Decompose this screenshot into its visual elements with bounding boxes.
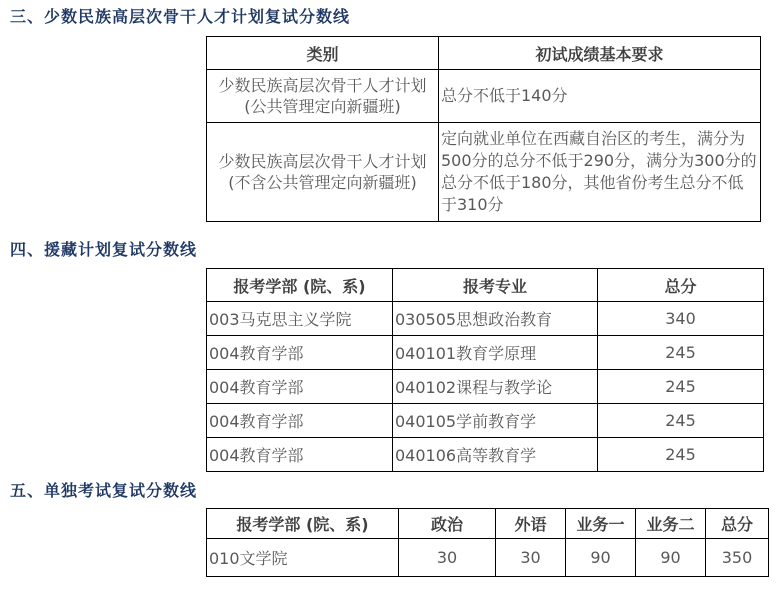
- department-cell: 004教育学部: [207, 336, 393, 370]
- politics-score-cell: 30: [399, 539, 496, 577]
- major-cell: 040101教育学原理: [393, 336, 598, 370]
- minority-plan-table: [206, 36, 761, 222]
- category-line1: 少数民族高层次骨干人才计划: [218, 152, 427, 171]
- department-cell: 004教育学部: [207, 438, 393, 472]
- separate-exam-table: [206, 508, 769, 577]
- table-header-row: [207, 37, 761, 70]
- total-score-cell: 245: [598, 370, 764, 404]
- business-two-column-header: 业务二: [636, 509, 706, 539]
- category-line2: (公共管理定向新疆班): [244, 97, 401, 116]
- category-line1: 少数民族高层次骨干人才计划: [218, 76, 427, 95]
- total-score-cell: 245: [598, 404, 764, 438]
- table-row: [207, 370, 764, 404]
- department-cell: 004教育学部: [207, 404, 393, 438]
- total-score-cell: 350: [706, 539, 769, 577]
- table-row: [207, 438, 764, 472]
- total-score-cell: 245: [598, 438, 764, 472]
- major-cell: 040102课程与教学论: [393, 370, 598, 404]
- politics-column-header: 政治: [399, 509, 496, 539]
- table-row: [207, 70, 761, 123]
- requirement-cell: 定向就业单位在西藏自治区的考生，满分为500分的总分不低于290分，满分为300分的总分不低于180分，其他省份考生总分不低于310分: [439, 123, 761, 222]
- department-cell: 004教育学部: [207, 370, 393, 404]
- major-column-header: 报考专业: [393, 269, 598, 302]
- table-header-row: [207, 509, 769, 539]
- total-score-cell: 340: [598, 302, 764, 336]
- section-heading-minority-plan: 三、少数民族高层次骨干人才计划复试分数线: [10, 7, 351, 26]
- major-cell: 040105学前教育学: [393, 404, 598, 438]
- total-score-column-header: 总分: [706, 509, 769, 539]
- category-line2: (不含公共管理定向新疆班): [228, 173, 417, 192]
- foreign-language-column-header: 外语: [496, 509, 566, 539]
- business-two-score-cell: 90: [636, 539, 706, 577]
- business-one-score-cell: 90: [566, 539, 636, 577]
- table-row: [207, 404, 764, 438]
- table-row: [207, 123, 761, 222]
- tibet-aid-plan-table: [206, 268, 764, 472]
- table-row: [207, 302, 764, 336]
- table-header-row: [207, 269, 764, 302]
- requirement-column-header: 初试成绩基本要求: [439, 37, 761, 70]
- section-heading-tibet-aid-plan: 四、援藏计划复试分数线: [10, 240, 198, 259]
- category-cell: [207, 123, 439, 222]
- total-score-column-header: 总分: [598, 269, 764, 302]
- section-heading-separate-exam: 五、单独考试复试分数线: [10, 481, 198, 500]
- table-row: [207, 539, 769, 577]
- business-one-column-header: 业务一: [566, 509, 636, 539]
- category-column-header: 类别: [207, 37, 439, 70]
- requirement-cell: 总分不低于140分: [439, 70, 761, 123]
- table-row: [207, 336, 764, 370]
- foreign-language-score-cell: 30: [496, 539, 566, 577]
- major-cell: 030505思想政治教育: [393, 302, 598, 336]
- department-column-header: 报考学部 (院、系): [207, 269, 393, 302]
- department-cell: 003马克思主义学院: [207, 302, 393, 336]
- category-cell: [207, 70, 439, 123]
- total-score-cell: 245: [598, 336, 764, 370]
- major-cell: 040106高等教育学: [393, 438, 598, 472]
- department-cell: 010文学院: [207, 539, 399, 577]
- department-column-header: 报考学部 (院、系): [207, 509, 399, 539]
